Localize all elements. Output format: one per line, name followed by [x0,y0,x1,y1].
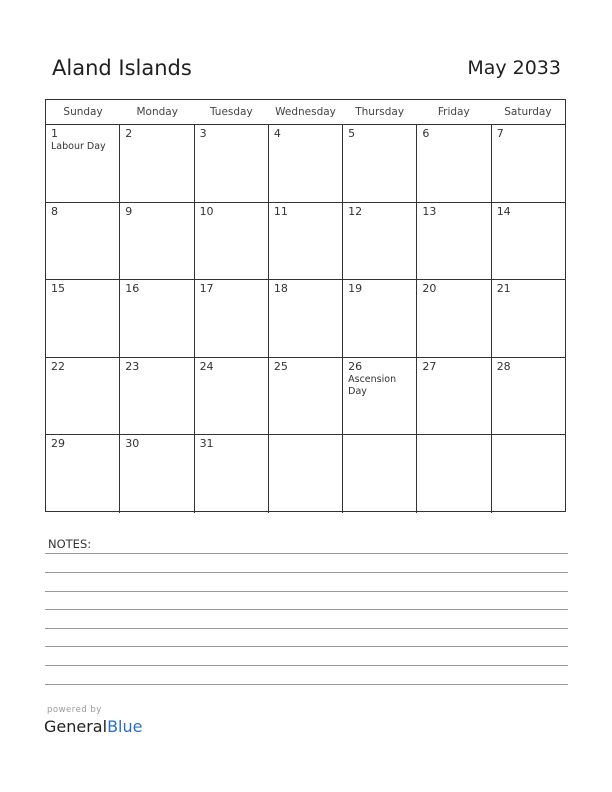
day-cell-empty [342,435,416,513]
day-cell [416,203,490,280]
day-number: 6 [422,127,430,140]
day-number: 3 [199,127,207,140]
day-number: 15 [51,282,65,295]
day-cell [342,358,416,435]
day-number: 20 [422,282,437,295]
weekday-label-wednesday: Wednesday [275,106,336,118]
note-line [45,572,568,573]
day-cell [268,358,342,435]
day-number: 24 [199,359,214,373]
note-line [45,684,568,685]
calendar-week-2 [46,203,565,281]
notes-label: NOTES: [48,537,92,551]
note-line [45,665,568,666]
day-number: 4 [273,127,281,140]
weekday-label-monday: Monday [136,106,178,118]
day-number: 21 [496,282,511,295]
day-cell [268,280,342,357]
day-number: 10 [199,204,214,218]
day-number: 22 [51,359,65,373]
weekday-label-sunday: Sunday [63,106,103,118]
day-cell [194,358,268,435]
day-number: 26 [348,359,363,373]
day-cell [268,125,342,202]
weekday-label-saturday: Saturday [504,106,552,118]
day-cell [342,280,416,357]
weekday-label-friday: Friday [437,106,470,118]
note-line [45,591,568,592]
day-cell [46,358,119,435]
logo-text-blue: Blue [107,717,143,736]
day-cell-empty [268,435,342,513]
day-cell [119,203,193,280]
day-number: 1 [51,127,58,140]
holiday-label: Ascension Day [348,373,397,397]
day-number: 16 [125,282,140,295]
logo-text-general: General [44,717,108,736]
weekday-label-thursday: Thursday [355,106,405,118]
day-cell [491,125,565,202]
day-number: 17 [199,282,214,295]
day-cell [46,280,119,357]
day-cell [491,203,565,280]
day-number: 12 [348,204,363,218]
day-cell [119,125,193,202]
day-cell [119,435,193,513]
note-line [45,553,568,554]
day-number: 14 [496,204,511,218]
day-number: 11 [273,204,288,218]
day-number: 13 [422,204,437,218]
day-number: 7 [496,127,504,140]
day-number: 19 [348,282,363,295]
day-cell-empty [491,435,565,513]
holiday-label: Labour Day [51,141,106,152]
day-number: 27 [422,359,437,373]
day-number: 8 [51,204,58,218]
day-cell [194,280,268,357]
day-cell [194,125,268,202]
day-number: 30 [125,437,140,450]
day-cell [268,203,342,280]
calendar-region-title: Aland Islands [52,56,192,80]
weekday-label-tuesday: Tuesday [209,106,253,118]
note-line [45,628,568,629]
day-number: 23 [125,359,140,373]
day-number: 25 [273,359,288,373]
day-number: 18 [273,282,288,295]
day-cell [491,358,565,435]
day-cell [194,203,268,280]
day-cell [46,125,119,202]
day-cell [46,203,119,280]
calendar-month-title: May 2033 [467,57,561,79]
note-line [45,646,568,647]
day-cell [342,203,416,280]
day-cell [46,435,119,513]
day-cell [119,358,193,435]
day-cell [416,125,490,202]
day-number: 9 [125,204,133,218]
day-cell [491,280,565,357]
day-cell-empty [416,435,490,513]
day-number: 5 [348,127,356,140]
day-cell [416,280,490,357]
calendar-week-3 [46,280,565,358]
day-number: 31 [199,437,214,450]
day-cell [342,125,416,202]
day-number: 2 [125,127,133,140]
note-line [45,609,568,610]
calendar-week-1 [46,125,565,203]
day-cell [194,435,268,513]
day-number: 28 [496,359,511,373]
day-cell [416,358,490,435]
calendar-week-5 [46,435,565,513]
day-number: 29 [51,437,65,450]
calendar-week-4 [46,358,565,436]
weekday-header-row [46,100,565,125]
day-cell [119,280,193,357]
calendar-grid [45,99,566,512]
generalblue-logo [44,717,142,736]
powered-by-text: powered by [47,705,102,715]
